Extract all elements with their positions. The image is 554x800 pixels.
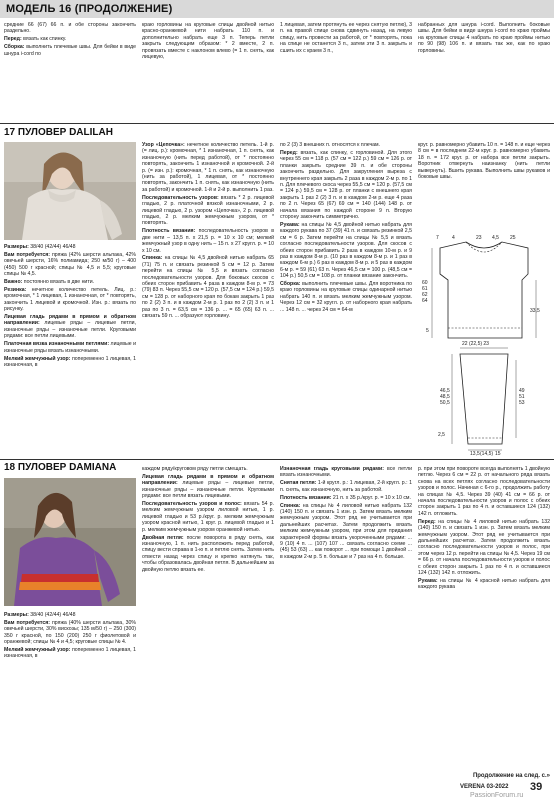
pullover18-col4: р. при этом при повороте всегда выполнять 1 двойную петлю. Через 6 см = 22 р. от начального ряда вязать снова на всех петлях согласно последовательности узоров и полос. Начиная с 6-го р., продолжить работу на спицах № 4,5. Через 39 (40) 41 см = 66 р. от начала последовательности узоров и полос с обеих сторон закрыть 1 раз по 4 п. и оставшиеся 124 (132) 142 п. отложить. Перед: на спицы № 4 лиловой нитью набрать 132 (140) 150 п. и связать 1 изн. р. Затем вязать мелким жемчужным узором. Этот ряд не учитывается при дальнейших расчетах. Затем продолжить вязать согласно последовательности узоров и полос, при этом через 12 р. перейти на спицы № 4,5. Через 19 см = 66 р. от начала последовательности узоров и полос с обеих сторон закрыть 1 раз по 4 п. и оставшиеся 124 (132) 142 п. отложить. Рукава: на спицы № 4 красной нитью набрать для каждого рукава: [418, 466, 550, 591]
continued-note: Продолжение на след. с.»: [472, 773, 550, 779]
schematic-bottom-label: 2,5: [438, 432, 445, 438]
page-number: 39: [530, 781, 543, 793]
schematic-drawing: [418, 232, 550, 456]
pullover17-schematic: [418, 232, 550, 456]
schematic-sleeve-right-label: 53: [519, 400, 525, 406]
pullover17-title: ПУЛОВЕР DALILAH: [17, 127, 113, 138]
pullover17-photo: [4, 142, 136, 240]
schematic-body-label: 64: [422, 298, 428, 304]
schematic-body-label: 62: [422, 292, 428, 298]
pullover17-photo-image: [4, 142, 136, 240]
model16-col1: средние 66 (67) 66 п. и обе стороны закончить раздельно. Перед: вязать как спинку. Сборка: выполнить плечевые швы. Для бейки в виде шнура i-cord по: [4, 22, 136, 57]
schematic-sleeve-left-label: 50,5: [440, 400, 450, 406]
schematic-top-label: 7: [436, 235, 439, 241]
schematic-top-label: 4: [452, 235, 455, 241]
pullover18-col2: каждом ряду/круговом ряду петли смещать. Лицевая гладь рядами в прямом и обратном направлении: лицевые ряды – лицевые петли, изнаночные ряды – изнаночные петли. Круговыми рядами: все петли вязать лицевыми. Последовательность узоров и полос: вязать 54 р. мелким жемчужным узором лиловой нитью, 1 р. лицевой гладью и 53 р./круг. р. мелким жемчужным узором красной нитью, 1 круг. р. лицевой гладью и 1 р. мелким жемчужным узором оранжевой нитью. Двойная петля: после поворота в ряду снять, как изнаночную, 1 п. нить расположить перед работой, спицу вести справа в 1-ю п. и петлю снять. Затем нить отвести назад через спицу и крепко натянуть так, чтобы образовалась двойная петля. В дальнейшем за двойную петлю вязать ее.: [142, 466, 274, 573]
pullover17-heading: [4, 127, 113, 138]
schematic-body-label: 61: [422, 286, 428, 292]
schematic-sleeve-bottom-label: (14,5): [480, 451, 494, 456]
schematic-body-label: 60: [422, 280, 428, 286]
schematic-sleeve-top-label: 22 (22,5) 23: [462, 341, 489, 347]
section-divider: [0, 123, 554, 124]
schematic-sleeve-left-label: 48,5: [440, 394, 450, 400]
schematic-top-label: 23: [476, 235, 482, 241]
pullover18-photo-image: [4, 478, 136, 606]
schematic-sleeve-bottom-label: 15: [495, 451, 501, 456]
model16-col3: 1 лицевая, затем протянуть ее через снятую петлю), 3 п. на правой спице снова сдвинуть назад, на левую спицу, нить провести за работой, от * повторять, пока на спице не останется 3 п., затем эти 3 п. закрыть и сшить их с краем 3 п.,: [280, 22, 412, 54]
schematic-top-label: 4,5: [492, 235, 499, 241]
pullover17-col1: Размеры: 38/40 (42/44) 46/48 Вам потребуется: пряжа (42% шерсти альпака, 42% овечьей шерсти, 16% полиамида; 250 м/50 г) – 400 (450) 500 г красной; спицы № 4,5 и 5,5; круговые спицы № 4,5. Важно: постоянно вязать в две нити. Резинка: нечетное количество петель. Лиц. р.: кромочная, * 1 лицевая, 1 изнаночная, от * повторять, закончить 1 лицевой и кромочной. Изн. р.: вязать по рисунку. Лицевая гладь рядами в прямом и обратном направлении: лицевые ряды – лицевые петли, изнаночные ряды – изнаночные петли. Круговыми рядами: все петли лицевыми. Платочная вязка изнаночными петлями: лицевые и изнаночные ряды вязать изнаночными. Мелкий жемчужный узор: попеременно 1 лицевая, 1 изнаночная, в: [4, 244, 136, 368]
pullover17-col3: по 2 (3) 3 внешних п. относятся к плечам. Перед: вязать, как спинку, с горловиной. Для этого через 55 см = 118 р. (57 см = 122 р.) 59 см = 126 р. от планки закрыть средние 39 п. и обе стороны закончить раздельно. Для закругления выреза с внутреннего края закрыть 2 раза в каждом 2-м р. по 1 п. Для плечевого скоса через 55,5 см = 120 р. (57,5 см = 124 р.) 59,5 см = 128 р. от планки с внешнего края закрыть 1 раз 2 (2) 3 п. и в каждом 2-м р. еще 4 раза по 2 п. Через 65 (67) 69 см = 140 (144) 148 р. от начала вязания по каждой стороне 9 п. Вторую сторону закончить симметрично. Рукава: на спицы № 4,5 двойной нитью набрать для каждого рукава по 37 (39) 41 п. и связать резинкой 2,5 см = 6 р. Затем перейти на спицы № 5,5 и вязать согласно последовательности узоров. Для скосов с обеих сторон прибавить 2 раза в каждом 10-м р. и 9 раз в каждом 8-м р. (10 раз в каждом 8-м р. и 1 раз в каждом 6-м р.) 6 раз в каждом 8-м р. и 5 раз в каждом 6-м р. = 59 (61) 63 п. Через 46,5 см = 100 р. (48,5 см = 104 р.) 50,5 см = 108 р. от планки вязание закончить. Сборка: выполнить плечевые швы. Для воротника по краю горловины на круговые спицы одинарной нитью набрать 140 п. и вязать мелким жемчужным узором. Через 12 см = 32 кругл. р. от наборного края набрать ... 148 п. ... через 24 см = 64-м: [280, 142, 412, 313]
section-divider: [0, 459, 554, 460]
pullover18-col1: Размеры: 38/40 (42/44) 46/48 Вам потребуется: пряжа (40% шерсти альпака, 30% овечьей шерсти, 30% вискозы; 135 м/50 г) – 250 (300) 350 г красной, по 150 (200) 250 г фиолетовой и оранжевой; спицы № 4 и 4,5; круговые спицы № 4. Мелкий жемчужный узор: попеременно 1 лицевая, 1 изнаночная, в: [4, 612, 136, 660]
schematic-sleeve-right-label: 49: [519, 388, 525, 394]
schematic-sleeve-bottom-label: 13,5: [470, 451, 480, 456]
model16-col4: набранных для шнура i-cord. Выполнить боковые швы. Для бейки в виде шнура i-cord по краю проймы на круговые спицы 4 набрать по краю проймы нитью по 90 (98) 106 п. и вязать так же, как по краю горловины.: [418, 22, 550, 54]
schematic-sleeve-right-label: 51: [519, 394, 525, 400]
schematic-side-label: 33,5: [530, 308, 540, 314]
pullover18-heading: [4, 462, 116, 473]
schematic-top-label: 25: [510, 235, 516, 241]
watermark: PassionForum.ru: [470, 792, 524, 799]
pullover17-col2: Узор «Цепочка»: нечетное количество петель. 1-й р. (= лиц. р.): кромочная, * 1 изнаночная, 1 п. снять, как изнаночную (нить перед работой), от * постоянно повторять, закончить 1 изнаночной и кромочной. 2-й р. (= изн. р.): кромочная, * 1 п. снять, как изнаночную (нить за работой), 1 лицевая, от * постоянно повторять, закончить 1 п. снять, как изнаночную (нить за работой) и кромочной. 1-й и 2-й р. выполнить 1 раз. Последовательность узоров: вязать * 2 р. лицевой гладью, 2 р. платочной вязкой изнаночными, 2 р. лицевой гладью, 2 р. узором «Цепочка», 2 р. лицевой гладью, 2 р. мелким жемчужным узором, от * повторять. Плотность вязания: последовательность узоров в две нити – 13,5 п. x 21,5 р. = 10 x 10 см; мелкий жемчужный узор в одну нить – 15 п. x 27 кругл. р. = 10 x 10 см. Спинка: на спицы № 4,5 двойной нитью набрать 65 (71) 75 п. и связать резинкой 5 см = 12 р. Затем перейти на спицы № 5,5 и вязать согласно последовательности узоров. Для боковых скосов с обеих сторон прибавить 4 раза в каждом 8-м р. = 73 (79) 83 п. Через 55,5 см = 120 р. (57,5 см = 124 р.) 59,5 см = 128 р. от наборного края по бокам закрыть 1 раз по 2 (2) 3 п. и в каждом 2-м р. 1 раз по 2 (2) 3 п. и 1 раз по 3 п. = 63,5 см = 136 р. ... = 65 (65) 63 п. ... связать 59 п. ... образуют горловину.: [142, 142, 274, 320]
pullover17-number: 17: [4, 127, 16, 138]
pullover18-title: ПУЛОВЕР DAMIANA: [17, 462, 117, 473]
page-header-title: МОДЕЛЬ 16 (ПРОДОЛЖЕНИЕ): [6, 3, 173, 15]
model16-col2: краю горловины на круговые спицы двойной нитью красно-оранжевой нити набрать 110 п. и дополнительно набрать еще 3 п. Теперь петли закрыть следующим образом: * 2 вместе, 2 п. провязать вместе с наклоном влево (= 1 п. снять, как лицевую,: [142, 22, 274, 61]
schematic-sleeve-left-label: 46,5: [440, 388, 450, 394]
pullover18-col3: Изнаночная гладь круговыми рядами: все петли вязать изнаночными. Снятая петля: 1-й кругл. р.: 1 лицевая, 2-й кругл. р.: 1 п. снять, как изнаночную, нить за работой. Плотность вязания: 21 п. x 35 р./круг. р. = 10 x 10 см. Спинка: на спицы № 4 лиловой нитью набрать 132 (140) 150 п. и связать 1 изн. р. Затем вязать мелким жемчужным узором. Этот ряд не учитывается при дальнейших расчетах. Затем продолжить вязать мелким жемчужным узором, при этом для придания характерной формы вязать укороченными рядами: ... 9 (10) 4 п. ... (107) 107 ... связать согласно схеме ... (45) 53 (63) ... как поворот ... при помощи 1 двойной ... в каждом 2-м р. 5 п. больше и 7 раз на 4 п. больше.: [280, 466, 412, 560]
magazine-name: VERENA 03-2022: [460, 784, 509, 790]
schematic-bottom-label: 5: [426, 328, 429, 334]
pullover17-col4: круг. р. равномерно убавить 10 п. = 148 п. и еще через 8 см = в последнем 22-м круг. р. равномерно убавить 18 п. = 172 круг. р. от набора все петли закрыть. Воротник отвернуть наизнанку (нить петли вывернуть). Вшить рукава. Выполнить швы рукавов и боковые швы.: [418, 142, 550, 181]
pullover18-number: 18: [4, 462, 16, 473]
pullover18-photo: [4, 478, 136, 606]
